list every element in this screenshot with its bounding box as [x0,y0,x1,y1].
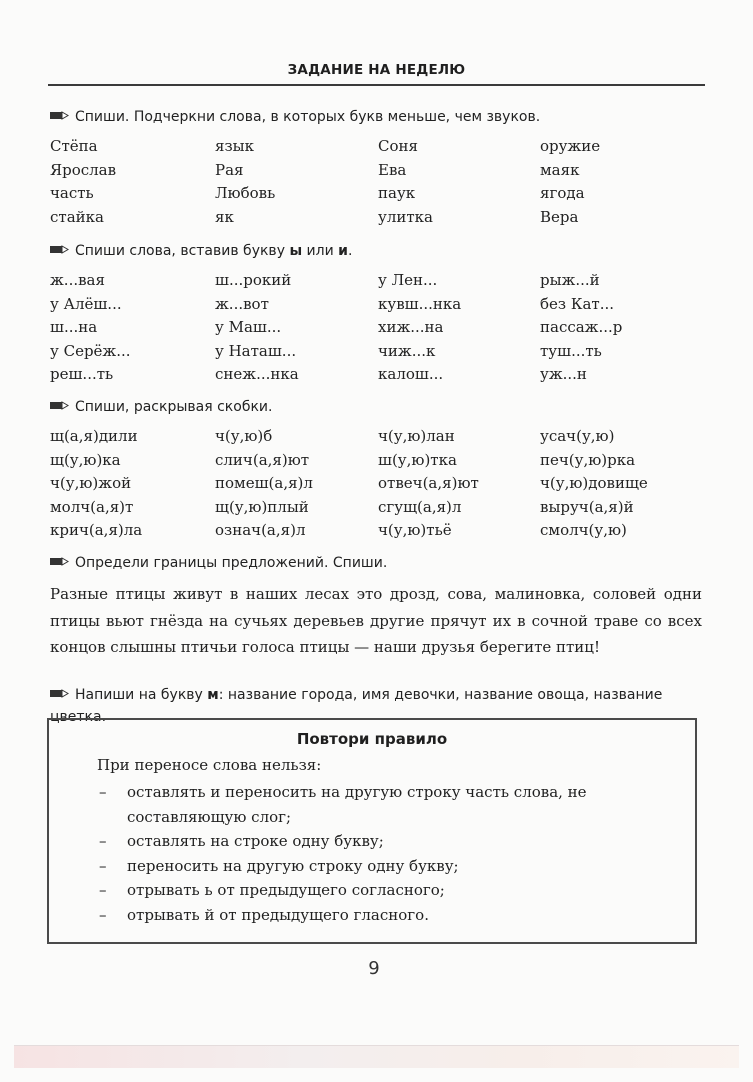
word: снеж...нка [215,365,299,383]
dash-marker: – [99,856,107,875]
word: Вера [540,207,579,226]
word: як [215,207,234,226]
page-header [48,58,705,86]
word: выруч(а,я)й [540,497,634,516]
word-row [50,137,690,161]
word: ч(у,ю)довище [540,474,648,492]
task-1-word-grid [50,137,690,231]
task-3-text: Спиши, раскрывая скобки. [75,399,273,415]
rule-title: Повтори правило [296,730,448,748]
rule-item [99,829,684,854]
task-1-text: Спиши. Подчеркни слова, в которых букв меньше, чем звуков. [75,109,541,125]
word: маяк [540,160,580,179]
pencil-icon [50,557,69,566]
task-2-word-grid [50,271,690,389]
word: ш...рокий [215,271,292,289]
dash-marker: – [99,881,107,899]
word-row [50,365,690,389]
rule-item-text: переносить на другую строку одну букву; [127,856,459,875]
word-row [50,474,690,498]
word: молч(а,я)т [50,497,134,516]
word-row [50,161,690,185]
word: у Маш... [215,318,282,336]
rule-item [99,854,684,879]
word-row [50,295,690,319]
word: улитка [378,207,433,226]
word: Рая [215,160,244,179]
word: щ(а,я)дили [50,427,138,445]
word-row [50,184,690,208]
word: у Наташ... [215,341,297,360]
rule-item [99,780,684,829]
task-4-paragraph: Разные птицы живут в наших лесах это дрозд, сова, малиновка, соловей одни птицы вьют гнёзда на сучьях деревьев другие прячут их в сочной траве со всех концов слышны птичьи голоса птицы — наши друзья берегите птиц! [50,585,702,656]
word: отвеч(а,я)ют [378,474,479,492]
rule-item-text: оставлять на строке одну букву; [127,832,384,850]
word-row [50,318,690,342]
task-5-letter-m: м [207,687,219,703]
word: реш...ть [50,365,114,383]
task-5-text-prefix: Напиши на букву [75,687,208,703]
word: ш...на [50,318,98,336]
word: ч(у,ю)жой [50,474,132,492]
word: смолч(у,ю) [540,521,627,539]
pencil-icon [50,401,69,410]
task-2-instruction [50,240,352,262]
rule-item [99,878,684,903]
page-number: 9 [368,958,380,979]
task-1-instruction [50,106,540,128]
word-row [50,271,690,295]
task-4-text: Определи границы предложений. Спиши. [75,555,388,571]
word: Ярослав [50,160,117,179]
word: чиж...к [378,341,436,360]
word: стайка [50,207,104,226]
task-3-instruction [50,396,272,418]
word: ж...вая [50,271,105,289]
dash-marker: – [99,783,107,801]
word: ж...вот [215,294,269,313]
page-title: ЗАДАНИЕ НА НЕДЕЛЮ [287,62,466,78]
pencil-icon [50,245,69,254]
word: ч(у,ю)тьё [378,521,452,539]
task-2-text-prefix: Спиши слова, вставив букву [75,243,290,259]
word-row [50,451,690,475]
word: туш...ть [540,341,602,360]
word: паук [378,184,416,202]
rule-list [99,780,684,927]
word: печ(у,ю)рка [540,450,636,469]
word: помеш(а,я)л [215,474,313,492]
word: у Алёш... [50,294,122,313]
word: хиж...на [378,318,444,336]
pencil-icon [50,689,69,698]
word: без Кат... [540,294,615,313]
word: Соня [378,137,418,155]
word: часть [50,184,94,202]
word: ягода [540,184,585,202]
word: кувш...нка [378,294,462,313]
word: усач(у,ю) [540,427,615,445]
word-row [50,208,690,232]
rule-item-text: отрывать ь от предыдущего согласного; [127,881,445,899]
word-row [50,521,690,545]
task-2-text-middle: или [302,243,339,259]
word: крич(а,я)ла [50,521,143,539]
rule-box [47,718,697,944]
word: Стёпа [50,137,98,155]
word: пассаж...р [540,318,623,336]
word: сгущ(а,я)л [378,497,462,516]
word: щ(у,ю)плый [215,497,309,516]
word: Ева [378,160,407,179]
word: рыж...й [540,271,600,289]
word: означ(а,я)л [215,521,306,539]
word: щ(у,ю)ка [50,450,121,469]
rule-item-text: отрывать й от предыдущего гласного. [127,905,429,924]
rule-item [99,903,684,928]
word: ш(у,ю)тка [378,450,457,469]
word: ч(у,ю)б [215,427,273,445]
page-edge-shadow [14,1045,739,1068]
word-row [50,427,690,451]
task-2-letter-y: ы [289,243,303,259]
word: ч(у,ю)лан [378,427,455,445]
task-2-text-suffix: . [347,243,353,259]
word: слич(а,я)ют [215,450,310,469]
word: Любовь [215,184,276,202]
rule-item-text: оставлять и переносить на другую строку часть слова, не составляющую слог; [127,783,587,826]
word: оружие [540,137,601,155]
dash-marker: – [99,905,107,924]
rule-lead: При переносе слова нельзя: [97,756,322,774]
task-3-word-grid [50,427,690,545]
word: язык [215,137,254,155]
word: уж...н [540,365,587,383]
word: у Серёж... [50,341,131,360]
word-row [50,342,690,366]
task-5-text-suffix: : название города, имя девочки, название овоща, название цветка. [50,687,663,725]
pencil-icon [50,111,69,120]
task-2-letter-i: и [338,243,348,259]
task-4-instruction [50,552,387,574]
word: калош... [378,365,444,383]
word: у Лен... [378,271,438,289]
dash-marker: – [99,832,107,850]
word-row [50,498,690,522]
